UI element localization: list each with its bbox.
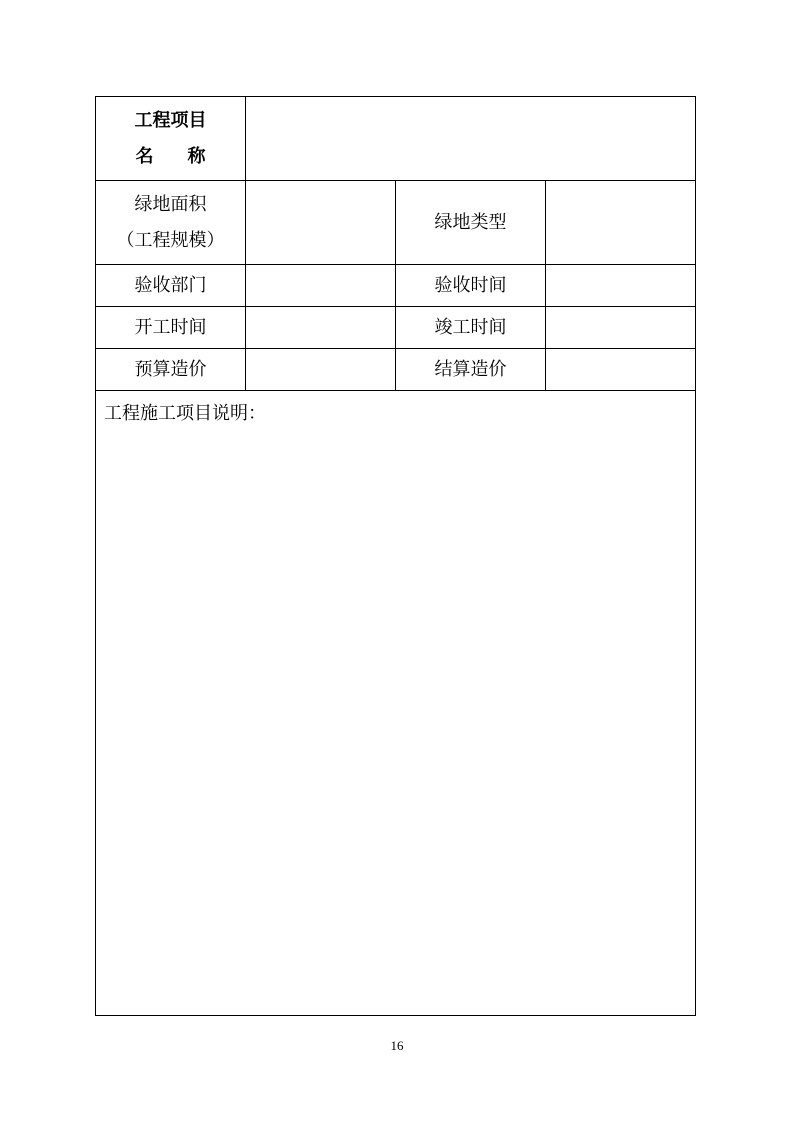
start-time-label-cell: 开工时间 — [96, 307, 246, 349]
green-type-value-cell[interactable] — [546, 181, 696, 265]
completion-time-value-cell[interactable] — [546, 307, 696, 349]
budget-cost-value-cell[interactable] — [246, 349, 396, 391]
project-name-label-line2 — [135, 145, 206, 167]
description-label: 工程施工项目说明： — [104, 403, 266, 425]
acceptance-time-value-cell[interactable] — [546, 265, 696, 307]
description-cell[interactable] — [96, 391, 696, 1016]
green-area-row — [96, 181, 696, 265]
settlement-cost-label-cell: 结算造价 — [396, 349, 546, 391]
green-type-label-cell: 绿地类型 — [396, 181, 546, 265]
project-name-label-char1: 名 — [135, 145, 154, 167]
acceptance-row — [96, 265, 696, 307]
budget-cost-label-cell: 预算造价 — [96, 349, 246, 391]
completion-time-label-cell: 竣工时间 — [396, 307, 546, 349]
project-name-value-cell[interactable] — [246, 97, 696, 181]
green-area-label-cell — [96, 181, 246, 265]
green-area-value-cell[interactable] — [246, 181, 396, 265]
project-name-label-line1: 工程项目 — [134, 109, 207, 131]
acceptance-dept-value-cell[interactable] — [246, 265, 396, 307]
settlement-cost-value-cell[interactable] — [546, 349, 696, 391]
description-row — [96, 391, 696, 1016]
schedule-row — [96, 307, 696, 349]
project-name-label-char2: 称 — [187, 145, 206, 167]
acceptance-dept-label-cell: 验收部门 — [96, 265, 246, 307]
project-form-table — [95, 96, 696, 1016]
cost-row — [96, 349, 696, 391]
project-name-row — [96, 97, 696, 181]
page-number: 16 — [390, 1038, 404, 1053]
project-name-label-cell — [96, 97, 246, 181]
green-area-label-line2: （工程规模） — [116, 229, 225, 251]
green-area-label-line1: 绿地面积 — [134, 193, 207, 215]
start-time-value-cell[interactable] — [246, 307, 396, 349]
acceptance-time-label-cell: 验收时间 — [396, 265, 546, 307]
